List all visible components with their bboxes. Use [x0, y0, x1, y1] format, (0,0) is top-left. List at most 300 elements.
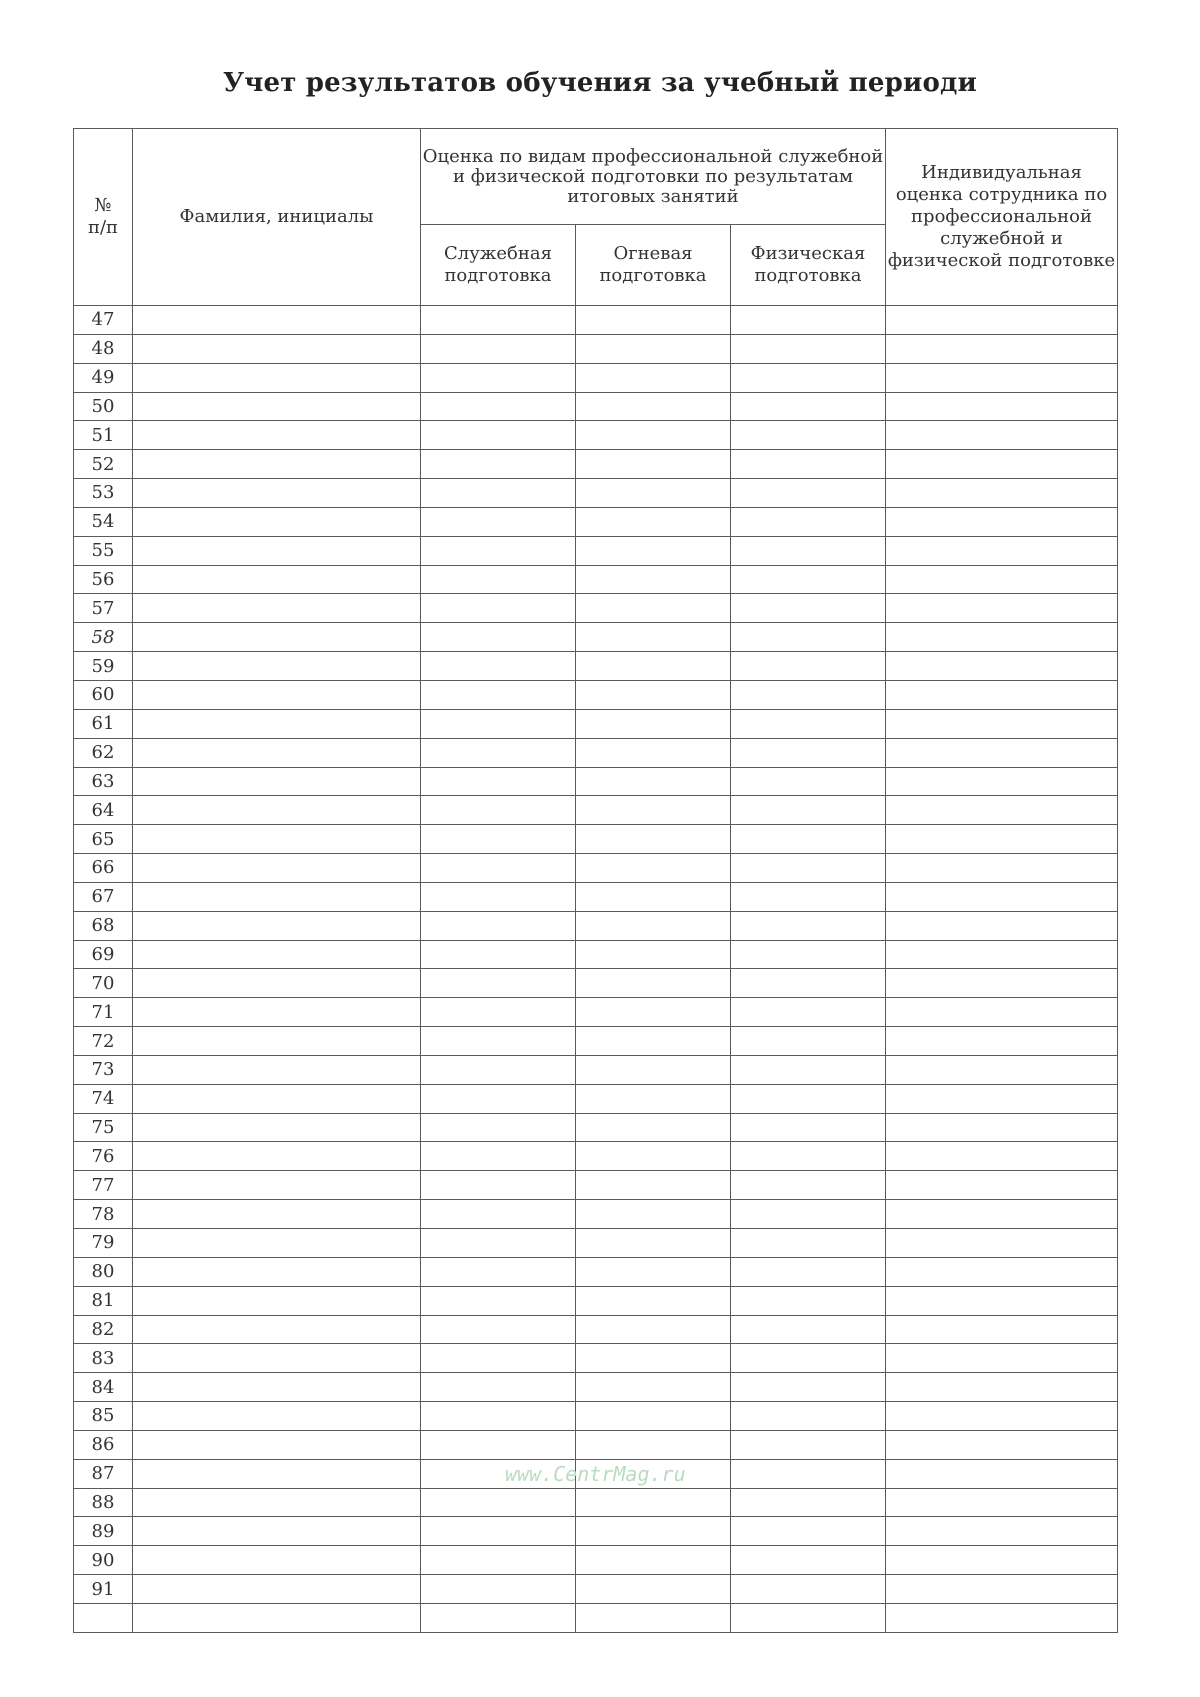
individual-score-cell[interactable] — [886, 363, 1118, 392]
row-number: 61 — [74, 709, 133, 738]
table-row — [74, 1171, 1118, 1200]
physical-training-cell[interactable] — [731, 1055, 886, 1084]
table-row — [74, 1402, 1118, 1431]
service-training-cell[interactable] — [421, 940, 576, 969]
service-training-cell[interactable] — [421, 709, 576, 738]
table-row — [74, 911, 1118, 940]
fire-training-cell[interactable] — [576, 911, 731, 940]
service-training-cell[interactable] — [421, 1084, 576, 1113]
row-number: 87 — [74, 1459, 133, 1488]
name-cell[interactable] — [133, 1113, 421, 1142]
service-training-cell[interactable] — [421, 363, 576, 392]
fire-training-cell[interactable] — [576, 825, 731, 854]
physical-training-cell[interactable] — [731, 1459, 886, 1488]
service-training-cell[interactable] — [421, 1113, 576, 1142]
row-number: 76 — [74, 1142, 133, 1171]
service-training-cell[interactable] — [421, 1488, 576, 1517]
watermark: www.CentrMag.ru — [505, 1462, 686, 1486]
individual-score-cell[interactable] — [886, 1373, 1118, 1402]
header-fire-training-label: Огневая подготовка — [599, 243, 707, 286]
fire-training-cell[interactable] — [576, 507, 731, 536]
table-row — [74, 565, 1118, 594]
fire-training-cell[interactable] — [576, 1142, 731, 1171]
name-cell[interactable] — [133, 623, 421, 652]
individual-score-cell[interactable] — [886, 565, 1118, 594]
fire-training-cell[interactable] — [576, 1459, 731, 1488]
fire-training-cell[interactable] — [576, 623, 731, 652]
fire-training-cell[interactable] — [576, 1488, 731, 1517]
individual-score-cell[interactable] — [886, 1142, 1118, 1171]
physical-training-cell[interactable] — [731, 507, 886, 536]
individual-score-cell[interactable] — [886, 623, 1118, 652]
service-training-cell[interactable] — [421, 796, 576, 825]
fire-training-cell[interactable] — [576, 680, 731, 709]
individual-score-cell[interactable] — [886, 969, 1118, 998]
physical-training-cell[interactable] — [731, 969, 886, 998]
service-training-cell[interactable] — [421, 507, 576, 536]
service-training-cell[interactable] — [421, 911, 576, 940]
table-row — [74, 940, 1118, 969]
individual-score-cell[interactable] — [886, 334, 1118, 363]
physical-training-cell[interactable] — [731, 1286, 886, 1315]
row-number: 70 — [74, 969, 133, 998]
row-number: 78 — [74, 1200, 133, 1229]
fire-training-cell[interactable] — [576, 1603, 731, 1632]
fire-training-cell[interactable] — [576, 1373, 731, 1402]
table-row — [74, 1027, 1118, 1056]
name-cell[interactable] — [133, 1459, 421, 1488]
fire-training-cell[interactable] — [576, 1113, 731, 1142]
service-training-cell[interactable] — [421, 1517, 576, 1546]
service-training-cell[interactable] — [421, 421, 576, 450]
individual-score-cell[interactable] — [886, 998, 1118, 1027]
table-row — [74, 1142, 1118, 1171]
individual-score-cell[interactable] — [886, 652, 1118, 681]
fire-training-cell[interactable] — [576, 1430, 731, 1459]
fire-training-cell[interactable] — [576, 1055, 731, 1084]
fire-training-cell[interactable] — [576, 998, 731, 1027]
table-row — [74, 652, 1118, 681]
individual-score-cell[interactable] — [886, 911, 1118, 940]
service-training-cell[interactable] — [421, 1344, 576, 1373]
name-cell[interactable] — [133, 479, 421, 508]
fire-training-cell[interactable] — [576, 1200, 731, 1229]
individual-score-cell[interactable] — [886, 1055, 1118, 1084]
row-number: 51 — [74, 421, 133, 450]
individual-score-cell[interactable] — [886, 1603, 1118, 1632]
row-number: 73 — [74, 1055, 133, 1084]
physical-training-cell[interactable] — [731, 1373, 886, 1402]
service-training-cell[interactable] — [421, 1027, 576, 1056]
table-row — [74, 507, 1118, 536]
name-cell[interactable] — [133, 911, 421, 940]
physical-training-cell[interactable] — [731, 594, 886, 623]
name-cell[interactable] — [133, 594, 421, 623]
fire-training-cell[interactable] — [576, 1027, 731, 1056]
table-row — [74, 680, 1118, 709]
service-training-cell[interactable] — [421, 536, 576, 565]
fire-training-cell[interactable] — [576, 652, 731, 681]
name-cell[interactable] — [133, 1430, 421, 1459]
table-row — [74, 1373, 1118, 1402]
service-training-cell[interactable] — [421, 825, 576, 854]
table-body — [74, 306, 1118, 1633]
name-cell[interactable] — [133, 1200, 421, 1229]
name-cell[interactable] — [133, 363, 421, 392]
physical-training-cell[interactable] — [731, 1084, 886, 1113]
fire-training-cell[interactable] — [576, 1315, 731, 1344]
physical-training-cell[interactable] — [731, 1171, 886, 1200]
service-training-cell[interactable] — [421, 450, 576, 479]
name-cell[interactable] — [133, 709, 421, 738]
service-training-cell[interactable] — [421, 854, 576, 883]
fire-training-cell[interactable] — [576, 479, 731, 508]
name-cell[interactable] — [133, 1257, 421, 1286]
service-training-cell[interactable] — [421, 1575, 576, 1604]
physical-training-cell[interactable] — [731, 680, 886, 709]
physical-training-cell[interactable] — [731, 421, 886, 450]
row-number: 81 — [74, 1286, 133, 1315]
service-training-cell[interactable] — [421, 594, 576, 623]
fire-training-cell[interactable] — [576, 969, 731, 998]
name-cell[interactable] — [133, 1171, 421, 1200]
row-number: 80 — [74, 1257, 133, 1286]
row-number: 75 — [74, 1113, 133, 1142]
row-number: 85 — [74, 1402, 133, 1431]
name-cell[interactable] — [133, 565, 421, 594]
row-number: 89 — [74, 1517, 133, 1546]
service-training-cell[interactable] — [421, 623, 576, 652]
fire-training-cell[interactable] — [576, 1344, 731, 1373]
row-number: 64 — [74, 796, 133, 825]
header-number-label: № п/п — [87, 195, 119, 238]
table-row — [74, 1200, 1118, 1229]
name-cell[interactable] — [133, 854, 421, 883]
results-table — [73, 128, 1118, 1633]
header-individual — [886, 129, 1118, 306]
name-cell[interactable] — [133, 507, 421, 536]
name-cell[interactable] — [133, 767, 421, 796]
name-cell[interactable] — [133, 1344, 421, 1373]
physical-training-cell[interactable] — [731, 738, 886, 767]
fire-training-cell[interactable] — [576, 392, 731, 421]
physical-training-cell[interactable] — [731, 1430, 886, 1459]
fire-training-cell[interactable] — [576, 796, 731, 825]
row-number: 88 — [74, 1488, 133, 1517]
row-number: 52 — [74, 450, 133, 479]
service-training-cell[interactable] — [421, 1459, 576, 1488]
individual-score-cell[interactable] — [886, 1084, 1118, 1113]
fire-training-cell[interactable] — [576, 709, 731, 738]
service-training-cell[interactable] — [421, 652, 576, 681]
physical-training-cell[interactable] — [731, 998, 886, 1027]
individual-score-cell[interactable] — [886, 1546, 1118, 1575]
table-row — [74, 1575, 1118, 1604]
row-number: 57 — [74, 594, 133, 623]
physical-training-cell[interactable] — [731, 306, 886, 335]
individual-score-cell[interactable] — [886, 1344, 1118, 1373]
name-cell[interactable] — [133, 969, 421, 998]
individual-score-cell[interactable] — [886, 940, 1118, 969]
physical-training-cell[interactable] — [731, 796, 886, 825]
service-training-cell[interactable] — [421, 1430, 576, 1459]
physical-training-cell[interactable] — [731, 450, 886, 479]
physical-training-cell[interactable] — [731, 1142, 886, 1171]
individual-score-cell[interactable] — [886, 1488, 1118, 1517]
name-cell[interactable] — [133, 1229, 421, 1258]
fire-training-cell[interactable] — [576, 1546, 731, 1575]
service-training-cell[interactable] — [421, 1286, 576, 1315]
table-row — [74, 1055, 1118, 1084]
name-cell[interactable] — [133, 1055, 421, 1084]
table-row — [74, 1286, 1118, 1315]
name-cell[interactable] — [133, 1575, 421, 1604]
name-cell[interactable] — [133, 680, 421, 709]
physical-training-cell[interactable] — [731, 392, 886, 421]
fire-training-cell[interactable] — [576, 421, 731, 450]
physical-training-cell[interactable] — [731, 623, 886, 652]
physical-training-cell[interactable] — [731, 940, 886, 969]
table-row — [74, 306, 1118, 335]
row-number: 71 — [74, 998, 133, 1027]
individual-score-cell[interactable] — [886, 767, 1118, 796]
row-number: 83 — [74, 1344, 133, 1373]
name-cell[interactable] — [133, 940, 421, 969]
individual-score-cell[interactable] — [886, 1459, 1118, 1488]
individual-score-cell[interactable] — [886, 882, 1118, 911]
service-training-cell[interactable] — [421, 738, 576, 767]
physical-training-cell[interactable] — [731, 1257, 886, 1286]
name-cell[interactable] — [133, 1142, 421, 1171]
individual-score-cell[interactable] — [886, 680, 1118, 709]
individual-score-cell[interactable] — [886, 1113, 1118, 1142]
fire-training-cell[interactable] — [576, 1171, 731, 1200]
service-training-cell[interactable] — [421, 1546, 576, 1575]
service-training-cell[interactable] — [421, 1142, 576, 1171]
physical-training-cell[interactable] — [731, 1027, 886, 1056]
service-training-cell[interactable] — [421, 680, 576, 709]
name-cell[interactable] — [133, 998, 421, 1027]
physical-training-cell[interactable] — [731, 652, 886, 681]
fire-training-cell[interactable] — [576, 536, 731, 565]
physical-training-cell[interactable] — [731, 1517, 886, 1546]
fire-training-cell[interactable] — [576, 363, 731, 392]
physical-training-cell[interactable] — [731, 854, 886, 883]
name-cell[interactable] — [133, 536, 421, 565]
fire-training-cell[interactable] — [576, 1517, 731, 1546]
physical-training-cell[interactable] — [731, 1546, 886, 1575]
physical-training-cell[interactable] — [731, 1575, 886, 1604]
service-training-cell[interactable] — [421, 306, 576, 335]
service-training-cell[interactable] — [421, 998, 576, 1027]
fire-training-cell[interactable] — [576, 738, 731, 767]
physical-training-cell[interactable] — [731, 911, 886, 940]
name-cell[interactable] — [133, 825, 421, 854]
individual-score-cell[interactable] — [886, 1402, 1118, 1431]
service-training-cell[interactable] — [421, 767, 576, 796]
table-row — [74, 1488, 1118, 1517]
individual-score-cell[interactable] — [886, 1027, 1118, 1056]
individual-score-cell[interactable] — [886, 479, 1118, 508]
individual-score-cell[interactable] — [886, 594, 1118, 623]
name-cell[interactable] — [133, 392, 421, 421]
name-cell[interactable] — [133, 421, 421, 450]
individual-score-cell[interactable] — [886, 825, 1118, 854]
name-cell[interactable] — [133, 1373, 421, 1402]
table-row — [74, 623, 1118, 652]
service-training-cell[interactable] — [421, 392, 576, 421]
service-training-cell[interactable] — [421, 565, 576, 594]
physical-training-cell[interactable] — [731, 334, 886, 363]
row-number: 56 — [74, 565, 133, 594]
fire-training-cell[interactable] — [576, 594, 731, 623]
individual-score-cell[interactable] — [886, 1171, 1118, 1200]
physical-training-cell[interactable] — [731, 825, 886, 854]
individual-score-cell[interactable] — [886, 738, 1118, 767]
table-row — [74, 1517, 1118, 1546]
row-number: 50 — [74, 392, 133, 421]
header-group — [421, 129, 886, 225]
individual-score-cell[interactable] — [886, 854, 1118, 883]
individual-score-cell[interactable] — [886, 709, 1118, 738]
name-cell[interactable] — [133, 1603, 421, 1632]
service-training-cell[interactable] — [421, 479, 576, 508]
service-training-cell[interactable] — [421, 1315, 576, 1344]
individual-score-cell[interactable] — [886, 306, 1118, 335]
row-number: 79 — [74, 1229, 133, 1258]
table-row — [74, 1344, 1118, 1373]
individual-score-cell[interactable] — [886, 536, 1118, 565]
physical-training-cell[interactable] — [731, 709, 886, 738]
physical-training-cell[interactable] — [731, 882, 886, 911]
fire-training-cell[interactable] — [576, 1229, 731, 1258]
physical-training-cell[interactable] — [731, 1113, 886, 1142]
fire-training-cell[interactable] — [576, 940, 731, 969]
header-name — [133, 129, 421, 306]
service-training-cell[interactable] — [421, 1402, 576, 1431]
name-cell[interactable] — [133, 796, 421, 825]
fire-training-cell[interactable] — [576, 1257, 731, 1286]
individual-score-cell[interactable] — [886, 796, 1118, 825]
header-service-training-label: Служебная подготовка — [444, 243, 552, 286]
service-training-cell[interactable] — [421, 969, 576, 998]
fire-training-cell[interactable] — [576, 1286, 731, 1315]
fire-training-cell[interactable] — [576, 565, 731, 594]
service-training-cell[interactable] — [421, 1171, 576, 1200]
row-number: 91 — [74, 1575, 133, 1604]
row-number: 58 — [74, 623, 133, 652]
table-row — [74, 1459, 1118, 1488]
service-training-cell[interactable] — [421, 1373, 576, 1402]
table-row — [74, 536, 1118, 565]
row-number — [74, 1603, 133, 1632]
fire-training-cell[interactable] — [576, 767, 731, 796]
individual-score-cell[interactable] — [886, 1229, 1118, 1258]
table-row — [74, 1229, 1118, 1258]
fire-training-cell[interactable] — [576, 334, 731, 363]
name-cell[interactable] — [133, 652, 421, 681]
fire-training-cell[interactable] — [576, 306, 731, 335]
physical-training-cell[interactable] — [731, 1603, 886, 1632]
individual-score-cell[interactable] — [886, 1200, 1118, 1229]
physical-training-cell[interactable] — [731, 1200, 886, 1229]
physical-training-cell[interactable] — [731, 767, 886, 796]
header-number — [74, 129, 133, 306]
individual-score-cell[interactable] — [886, 1315, 1118, 1344]
service-training-cell[interactable] — [421, 334, 576, 363]
table-row — [74, 1113, 1118, 1142]
name-cell[interactable] — [133, 1488, 421, 1517]
table-row — [74, 796, 1118, 825]
individual-score-cell[interactable] — [886, 1286, 1118, 1315]
name-cell[interactable] — [133, 306, 421, 335]
table-row — [74, 1084, 1118, 1113]
header-fire-training — [576, 225, 731, 306]
table-row — [74, 1603, 1118, 1632]
service-training-cell[interactable] — [421, 1257, 576, 1286]
service-training-cell[interactable] — [421, 882, 576, 911]
individual-score-cell[interactable] — [886, 1517, 1118, 1546]
table-row — [74, 969, 1118, 998]
table-row — [74, 1257, 1118, 1286]
service-training-cell[interactable] — [421, 1055, 576, 1084]
service-training-cell[interactable] — [421, 1229, 576, 1258]
table-row — [74, 709, 1118, 738]
fire-training-cell[interactable] — [576, 1084, 731, 1113]
name-cell[interactable] — [133, 1286, 421, 1315]
individual-score-cell[interactable] — [886, 421, 1118, 450]
name-cell[interactable] — [133, 450, 421, 479]
physical-training-cell[interactable] — [731, 1488, 886, 1517]
table-row — [74, 392, 1118, 421]
fire-training-cell[interactable] — [576, 450, 731, 479]
physical-training-cell[interactable] — [731, 1315, 886, 1344]
fire-training-cell[interactable] — [576, 1575, 731, 1604]
physical-training-cell[interactable] — [731, 1229, 886, 1258]
table-row — [74, 421, 1118, 450]
row-number: 68 — [74, 911, 133, 940]
name-cell[interactable] — [133, 738, 421, 767]
individual-score-cell[interactable] — [886, 450, 1118, 479]
name-cell[interactable] — [133, 1517, 421, 1546]
individual-score-cell[interactable] — [886, 1575, 1118, 1604]
service-training-cell[interactable] — [421, 1200, 576, 1229]
name-cell[interactable] — [133, 1402, 421, 1431]
name-cell[interactable] — [133, 1084, 421, 1113]
physical-training-cell[interactable] — [731, 1344, 886, 1373]
physical-training-cell[interactable] — [731, 1402, 886, 1431]
individual-score-cell[interactable] — [886, 1430, 1118, 1459]
name-cell[interactable] — [133, 1315, 421, 1344]
individual-score-cell[interactable] — [886, 392, 1118, 421]
table-row — [74, 1315, 1118, 1344]
physical-training-cell[interactable] — [731, 479, 886, 508]
physical-training-cell[interactable] — [731, 565, 886, 594]
name-cell[interactable] — [133, 1027, 421, 1056]
name-cell[interactable] — [133, 1546, 421, 1575]
individual-score-cell[interactable] — [886, 1257, 1118, 1286]
fire-training-cell[interactable] — [576, 1402, 731, 1431]
fire-training-cell[interactable] — [576, 882, 731, 911]
physical-training-cell[interactable] — [731, 363, 886, 392]
individual-score-cell[interactable] — [886, 507, 1118, 536]
name-cell[interactable] — [133, 334, 421, 363]
table-row — [74, 334, 1118, 363]
fire-training-cell[interactable] — [576, 854, 731, 883]
name-cell[interactable] — [133, 882, 421, 911]
physical-training-cell[interactable] — [731, 536, 886, 565]
service-training-cell[interactable] — [421, 1603, 576, 1632]
